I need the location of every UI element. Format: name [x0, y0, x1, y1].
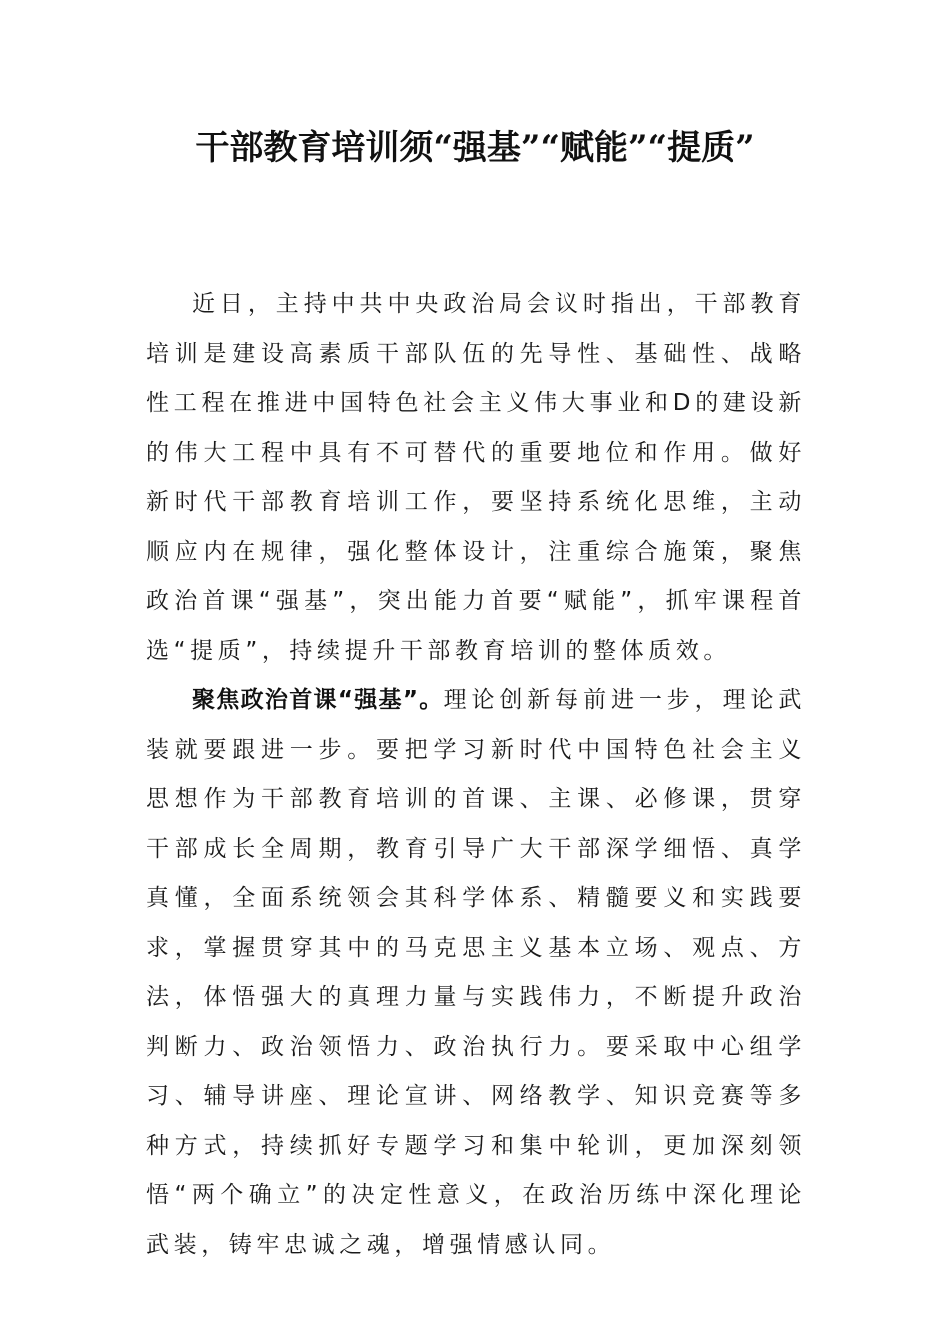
paragraph-political-foundation — [146, 676, 806, 1270]
paragraph-intro-text: 近日，主持中共中央政治局会议时指出，干部教育培训是建设高素质干部队伍的先导性、基础性、战略性工程在推进中国特色社会主义伟大事业和D的建设新的伟大工程中具有不可替代的重要地位和作用。做好新时代干部教育培训工作，要坚持系统化思维，主动顺应内在规律，强化整体设计，注重综合施策，聚焦政治首课“强基”，突出能力首要“赋能”，抓牢课程首选“提质”，持续提升干部教育培训的整体质效。 — [146, 291, 806, 664]
document-body — [146, 280, 806, 1270]
document-title: 干部教育培训须“强基”“赋能”“提质” — [195, 128, 755, 168]
paragraph-intro — [146, 280, 806, 676]
paragraph-political-foundation-text: 理论创新每前进一步，理论武装就要跟进一步。要把学习新时代中国特色社会主义思想作为干部教育培训的首课、主课、必修课，贯穿干部成长全周期，教育引导广大干部深学细悟、真学真懂，全面系统领会其科学体系、精髓要义和实践要求，掌握贯穿其中的马克思主义基本立场、观点、方法，体悟强大的真理力量与实践伟力，不断提升政治判断力、政治领悟力、政治执行力。要采取中心组学习、辅导讲座、理论宣讲、网络教学、知识竞赛等多种方式，持续抓好专题学习和集中轮训，更加深刻领悟“两个确立”的决定性意义，在政治历练中深化理论武装，铸牢忠诚之魂，增强情感认同。 — [146, 687, 806, 1258]
paragraph-lead-heading: 聚焦政治首课“强基”。 — [192, 687, 444, 713]
